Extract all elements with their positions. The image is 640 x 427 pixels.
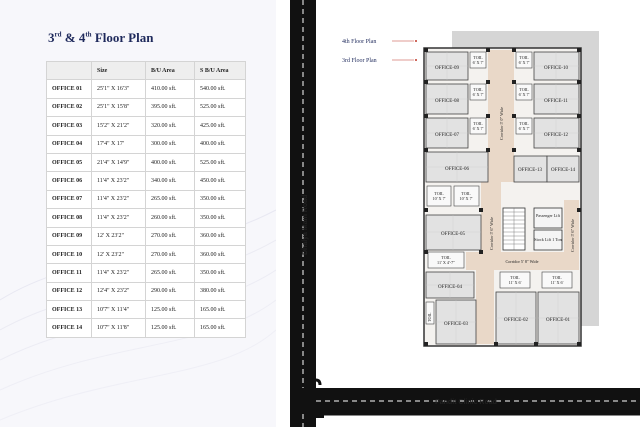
- office-size-cell: 25'1" X 15'8": [92, 98, 146, 116]
- label-toilet-2-size: 6' X 7': [518, 60, 530, 65]
- area-table: [46, 61, 246, 338]
- bu-area-cell: 410.00 sft.: [146, 80, 195, 98]
- label-toilet-4: TOIL: [519, 87, 529, 92]
- bu-area-cell: 395.00 sft.: [146, 98, 195, 116]
- office-size-cell: 12'4" X 23'2": [92, 282, 146, 300]
- sbu-area-cell: 525.00 sft.: [195, 98, 246, 116]
- table-row: [47, 135, 246, 153]
- bu-area-cell: 340.00 sft.: [146, 172, 195, 190]
- label-office-04: OFFICE-04: [438, 285, 462, 290]
- label-toilet-5: TOIL: [473, 121, 483, 126]
- office-name-cell: OFFICE 11: [47, 264, 92, 282]
- bu-area-cell: 300.00 sft.: [146, 135, 195, 153]
- table-row: [47, 319, 246, 337]
- bu-area-cell: 265.00 sft.: [146, 190, 195, 208]
- office-name-cell: OFFICE 13: [47, 301, 92, 319]
- office-name-cell: OFFICE 14: [47, 319, 92, 337]
- office-size-cell: 11'4" X 23'2": [92, 172, 146, 190]
- label-stock-lift: Stock Lift 1 Ton: [534, 237, 562, 242]
- table-header-row: [47, 62, 246, 80]
- label-toilet-10: TOIL: [510, 275, 520, 280]
- sbu-area-cell: 350.00 sft.: [195, 190, 246, 208]
- office-name-cell: OFFICE 09: [47, 227, 92, 245]
- bu-area-cell: 265.00 sft.: [146, 264, 195, 282]
- info-panel: [0, 0, 276, 427]
- office-size-cell: 10'7" X 11'8": [92, 319, 146, 337]
- label-toilet-7: TOIL: [434, 191, 444, 196]
- sbu-area-cell: 165.00 sft.: [195, 301, 246, 319]
- page-title: 3rd & 4th Floor Plan: [48, 30, 154, 45]
- label-office-01: OFFICE-01: [546, 318, 570, 323]
- label-corridor-top: Corridor 5' 0" Wide: [499, 106, 504, 140]
- table-row: [47, 282, 246, 300]
- sbu-area-cell: 350.00 sft.: [195, 209, 246, 227]
- label-office-06: OFFICE-06: [445, 167, 469, 172]
- label-toilet-11-size: 11' X 6': [550, 280, 564, 285]
- label-toilet-1-size: 6' X 7': [472, 60, 484, 65]
- label-passenger-lift: Passenger Lift: [535, 213, 561, 218]
- bu-area-cell: 125.00 sft.: [146, 319, 195, 337]
- office-name-cell: OFFICE 08: [47, 209, 92, 227]
- sbu-area-cell: 525.00 sft.: [195, 153, 246, 171]
- corridor-south: [476, 266, 494, 344]
- label-office-14: OFFICE-14: [551, 168, 575, 173]
- label-office-12: OFFICE-12: [544, 133, 568, 138]
- bu-area-cell: 400.00 sft.: [146, 153, 195, 171]
- table-row: [47, 117, 246, 135]
- sbu-area-cell: 380.00 sft.: [195, 282, 246, 300]
- label-office-03: OFFICE-03: [444, 322, 468, 327]
- label-office-02: OFFICE-02: [504, 318, 528, 323]
- sbu-area-cell: 360.00 sft.: [195, 245, 246, 263]
- label-toilet-8-size: 10' X 7': [459, 196, 473, 201]
- label-toilet-8: TOIL: [461, 191, 471, 196]
- label-toilet-11: TOIL: [552, 275, 562, 280]
- table-row: [47, 98, 246, 116]
- label-toilet-9: TOIL: [441, 255, 451, 260]
- bu-area-cell: 290.00 sft.: [146, 282, 195, 300]
- office-size-cell: 11'4" X 23'2": [92, 264, 146, 282]
- label-corridor-right: Corridor 5' 6" Wide: [570, 218, 575, 252]
- bu-area-cell: 270.00 sft.: [146, 227, 195, 245]
- table-row: [47, 301, 246, 319]
- header-bu-area: B/U Area: [146, 62, 195, 80]
- label-corridor-bottom: Corridor 5' 8" Wide: [505, 259, 539, 264]
- office-name-cell: OFFICE 10: [47, 245, 92, 263]
- office-size-cell: 15'2" X 21'2": [92, 117, 146, 135]
- office-name-cell: OFFICE 06: [47, 172, 92, 190]
- office-size-cell: 12' X 23'2": [92, 227, 146, 245]
- label-office-07: OFFICE-07: [435, 133, 459, 138]
- sbu-area-cell: 540.00 sft.: [195, 80, 246, 98]
- table-row: [47, 172, 246, 190]
- office-name-cell: OFFICE 07: [47, 190, 92, 208]
- bu-area-cell: 320.00 sft.: [146, 117, 195, 135]
- office-name-cell: OFFICE 03: [47, 117, 92, 135]
- office-name-cell: OFFICE 02: [47, 98, 92, 116]
- bu-area-cell: 260.00 sft.: [146, 209, 195, 227]
- sbu-area-cell: 425.00 sft.: [195, 117, 246, 135]
- road-label-main: Dhalya Main Road: [302, 194, 309, 255]
- passenger-lift: [534, 208, 562, 228]
- table-row: [47, 153, 246, 171]
- sbu-area-cell: 400.00 sft.: [195, 135, 246, 153]
- label-office-13: OFFICE-13: [518, 168, 542, 173]
- office-size-cell: 21'4" X 14'9": [92, 153, 146, 171]
- table-row: [47, 264, 246, 282]
- label-toilet-6: TOIL: [519, 121, 529, 126]
- label-toilet-3-size: 6' X 7': [472, 92, 484, 97]
- label-office-05: OFFICE-05: [441, 232, 465, 237]
- sbu-area-cell: 450.00 sft.: [195, 172, 246, 190]
- label-toilet-12: TOIL: [427, 312, 432, 322]
- office-size-cell: 12' X 23'2": [92, 245, 146, 263]
- label-office-11: OFFICE-11: [544, 99, 568, 104]
- label-toilet-3: TOIL: [473, 87, 483, 92]
- label-corridor-mid: Corridor 5' 6" Wide: [489, 216, 494, 250]
- bu-area-cell: 125.00 sft.: [146, 301, 195, 319]
- label-toilet-9-size: 11' X 4'-7": [437, 260, 455, 265]
- label-office-09: OFFICE-09: [435, 66, 459, 71]
- office-size-cell: 17'4" X 17': [92, 135, 146, 153]
- label-toilet-7-size: 10' X 7': [432, 196, 446, 201]
- office-size-cell: 25'1" X 16'3": [92, 80, 146, 98]
- sbu-area-cell: 165.00 sft.: [195, 319, 246, 337]
- label-toilet-1: TOIL: [473, 55, 483, 60]
- header-size: Size: [92, 62, 146, 80]
- office-size-cell: 10'7" X 11'4": [92, 301, 146, 319]
- floor-label-3rd: 3rd Floor Plan: [342, 58, 377, 64]
- header-sbu-area: S B/U Area: [195, 62, 246, 80]
- label-toilet-2: TOIL: [519, 55, 529, 60]
- label-toilet-4-size: 6' X 7': [518, 92, 530, 97]
- office-name-cell: OFFICE 04: [47, 135, 92, 153]
- header-blank: [47, 62, 92, 80]
- office-name-cell: OFFICE 05: [47, 153, 92, 171]
- sbu-area-cell: 360.00 sft.: [195, 227, 246, 245]
- table-row: [47, 80, 246, 98]
- label-office-10: OFFICE-10: [544, 66, 568, 71]
- office-size-cell: 11'4" X 23'2": [92, 209, 146, 227]
- table-row: [47, 190, 246, 208]
- table-row: [47, 209, 246, 227]
- label-toilet-5-size: 6' X 7': [472, 126, 484, 131]
- office-name-cell: OFFICE 01: [47, 80, 92, 98]
- label-office-08: OFFICE-08: [435, 99, 459, 104]
- label-toilet-6-size: 6' X 7': [518, 126, 530, 131]
- road-label-clinic: Pandit Clinic Road: [435, 399, 497, 406]
- floor-plan: [276, 0, 640, 427]
- table-row: [47, 227, 246, 245]
- sbu-area-cell: 350.00 sft.: [195, 264, 246, 282]
- table-row: [47, 245, 246, 263]
- office-name-cell: OFFICE 12: [47, 282, 92, 300]
- label-toilet-10-size: 11' X 6': [508, 280, 522, 285]
- bu-area-cell: 270.00 sft.: [146, 245, 195, 263]
- floor-label-4th: 4th Floor Plan: [342, 39, 377, 45]
- office-size-cell: 11'4" X 23'2": [92, 190, 146, 208]
